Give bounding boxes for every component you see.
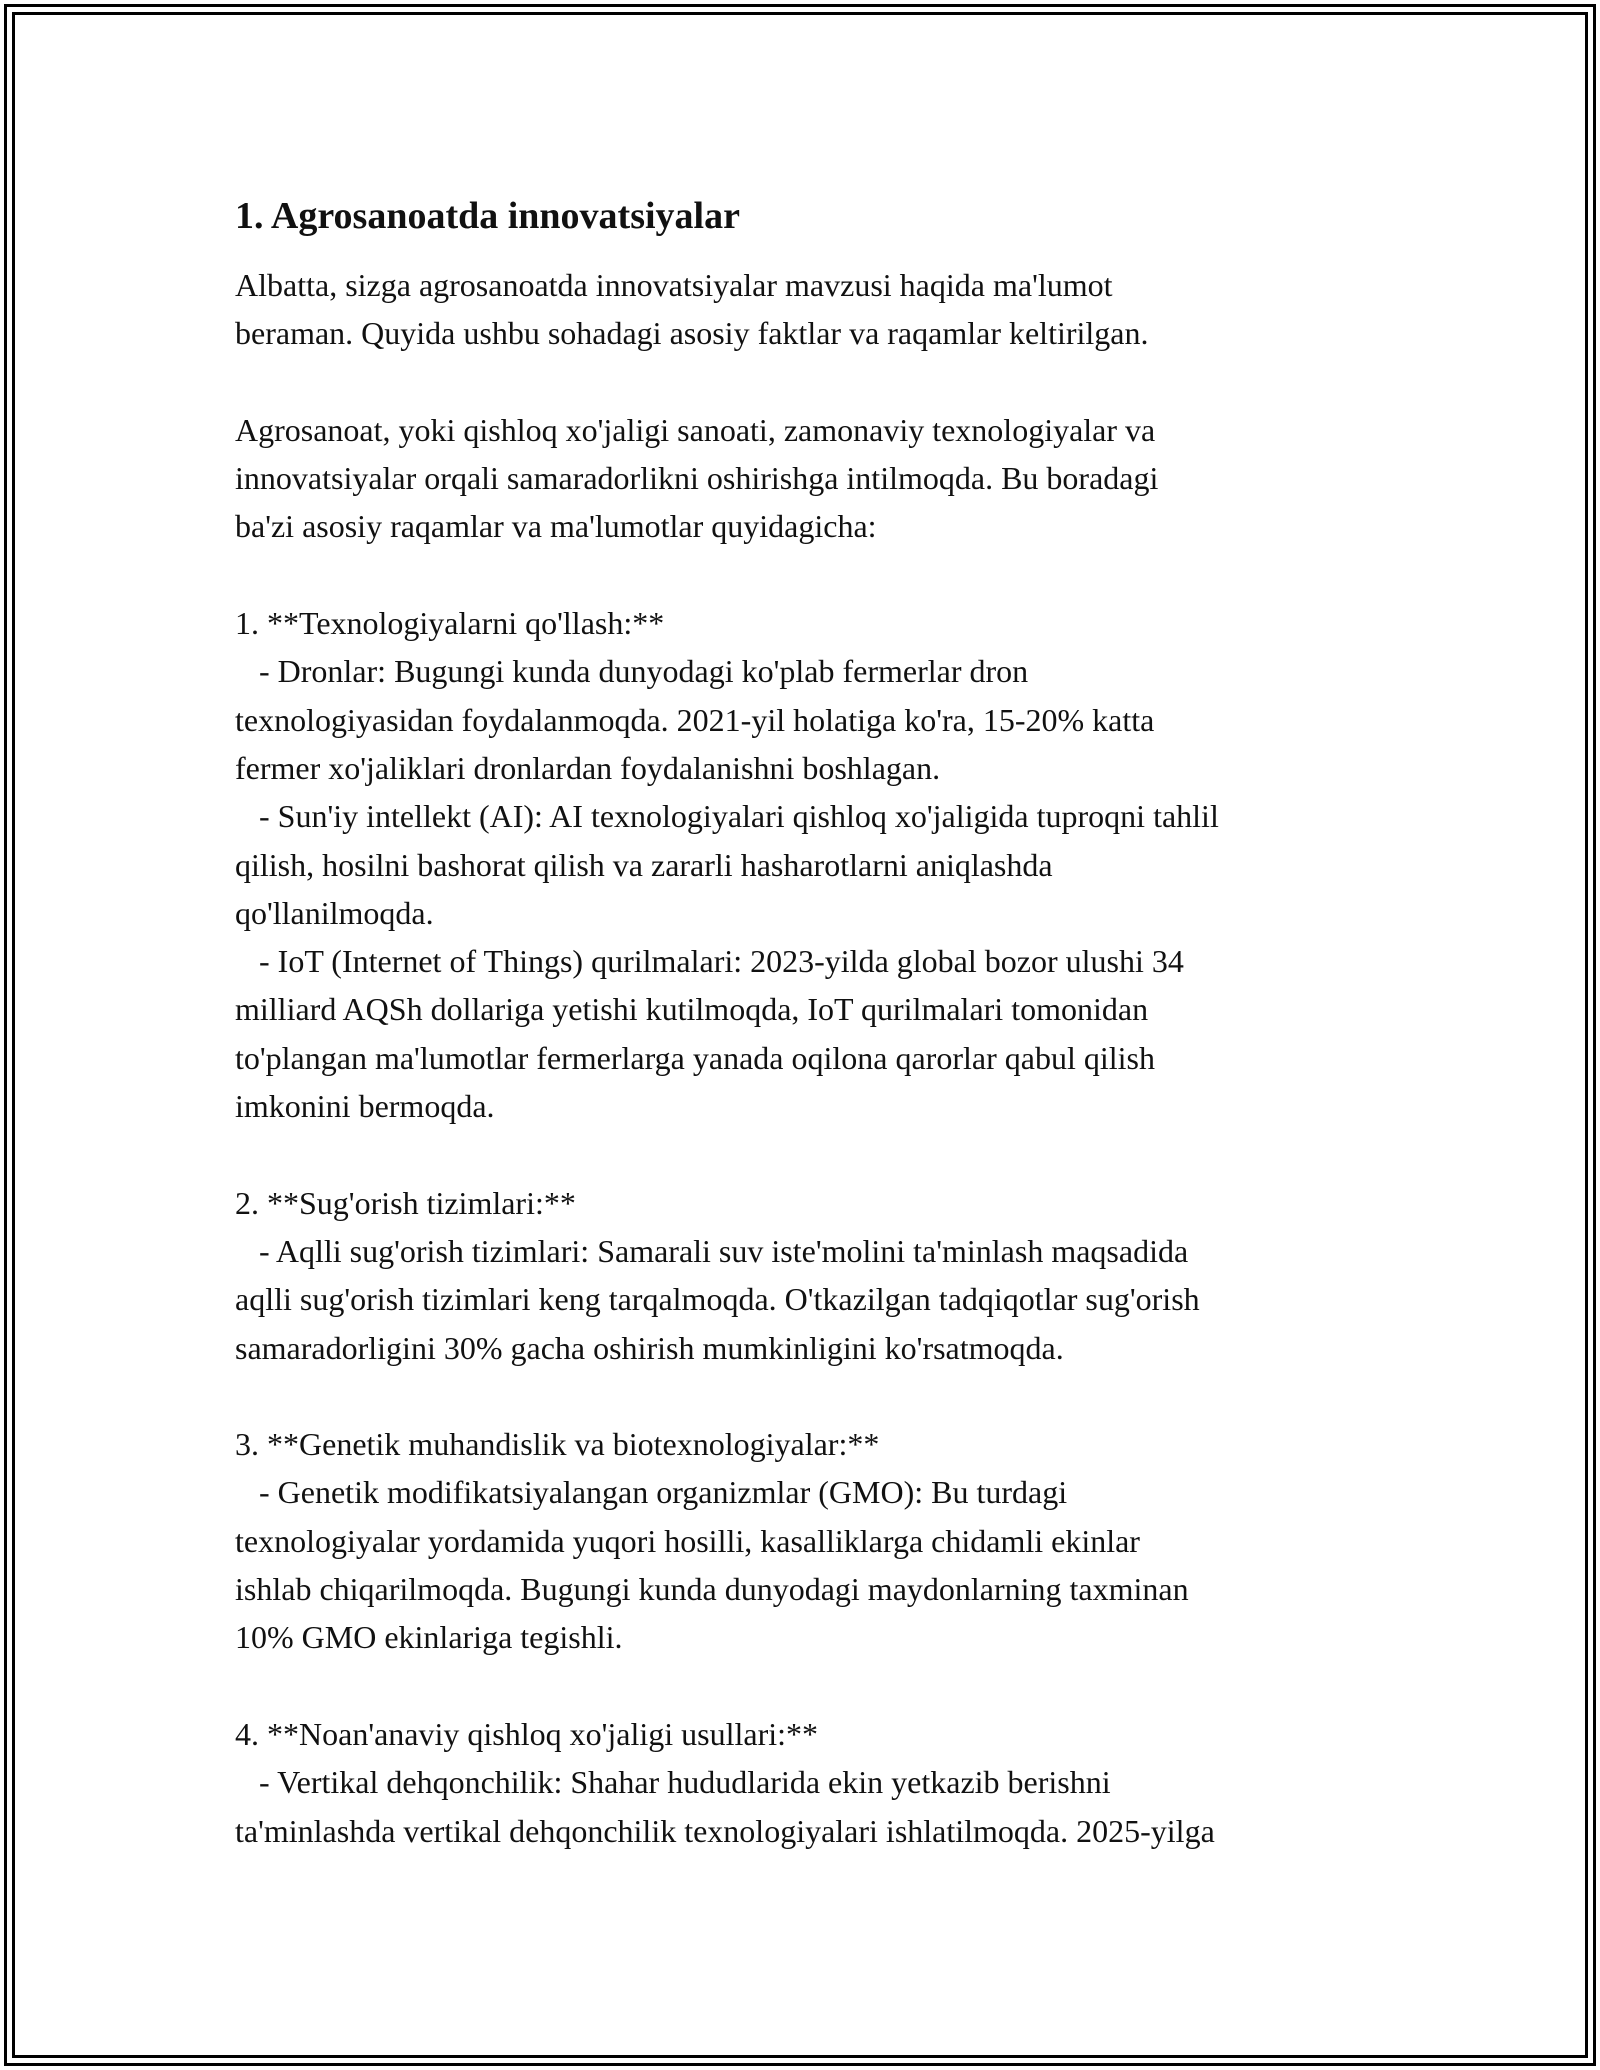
text-line: Albatta, sizga agrosanoatda innovatsiyalar mavzusi haqida ma'lumot <box>235 267 1113 303</box>
text-line: 10% GMO ekinlariga tegishli. <box>235 1619 623 1656</box>
text-line: ta'minlashda vertikal dehqonchilik texnologiyalari ishlatilmoqda. 2025-yilga <box>235 1812 1215 1849</box>
text-line: 1. **Texnologiyalarni qo'llash:** <box>235 605 665 642</box>
paragraph-gap <box>235 1662 1375 1710</box>
paragraph-gap <box>235 1130 1375 1178</box>
text-line: 2. **Sug'orish tizimlari:** <box>235 1184 576 1221</box>
text-line: qo'llanilmoqda. <box>235 894 434 931</box>
text-line: - Aqlli sug'orish tizimlari: Samarali suv iste'molini ta'minlash maqsadida <box>235 1232 1189 1269</box>
text-line: milliard AQSh dollariga yetishi kutilmoqda, IoT qurilmalari tomonidan <box>235 991 1149 1028</box>
text-line: Agrosanoat, yoki qishloq xo'jaligi sanoati, zamonaviy texnologiyalar va <box>235 411 1156 448</box>
text-line: qilish, hosilni bashorat qilish va zararli hasharotlarni aniqlashda <box>235 846 1053 883</box>
text-line: texnologiyalar yordamida yuqori hosilli, kasalliklarga chidamli ekinlar <box>235 1522 1140 1559</box>
paragraph <box>235 261 1375 358</box>
text-line: beraman. Quyida ushbu sohadagi asosiy faktlar va raqamlar keltirilgan. <box>235 315 1149 352</box>
paragraph <box>235 406 1375 551</box>
text-line: samaradorligini 30% gacha oshirish mumkinligini ko'rsatmoqda. <box>235 1329 1064 1366</box>
paragraph <box>235 599 1375 1130</box>
text-line: ishlab chiqarilmoqda. Bugungi kunda dunyodagi maydonlarning taxminan <box>235 1571 1189 1608</box>
paragraph <box>235 1420 1375 1661</box>
document-paragraphs <box>235 261 1375 1855</box>
text-line: - Dronlar: Bugungi kunda dunyodagi ko'plab fermerlar dron <box>235 653 1029 690</box>
text-line: - IoT (Internet of Things) qurilmalari: 2023-yilda global bozor ulushi 34 <box>235 943 1184 980</box>
text-line: imkonini bermoqda. <box>235 1088 495 1125</box>
document-body <box>235 185 1375 1855</box>
text-line: aqlli sug'orish tizimlari keng tarqalmoqda. O'tkazilgan tadqiqotlar sug'orish <box>235 1281 1200 1318</box>
paragraph-gap <box>235 551 1375 599</box>
text-line: - Genetik modifikatsiyalangan organizmlar (GMO): Bu turdagi <box>235 1474 1068 1511</box>
text-line: texnologiyasidan foydalanmoqda. 2021-yil holatiga ko'ra, 15-20% katta <box>235 701 1155 738</box>
text-line: - Vertikal dehqonchilik: Shahar hududlarida ekin yetkazib berishni <box>235 1764 1111 1801</box>
text-line: - Sun'iy intellekt (AI): AI texnologiyalari qishloq xo'jaligida tuproqni tahlil <box>235 798 1219 835</box>
text-line: ba'zi asosiy raqamlar va ma'lumotlar quyidagicha: <box>235 508 877 545</box>
text-line: to'plangan ma'lumotlar fermerlarga yanada oqilona qarorlar qabul qilish <box>235 1039 1155 1076</box>
text-line: innovatsiyalar orqali samaradorlikni oshirishga intilmoqda. Bu boradagi <box>235 460 1159 497</box>
paragraph <box>235 1179 1375 1372</box>
text-line: fermer xo'jaliklari dronlardan foydalanishni boshlagan. <box>235 749 941 786</box>
paragraph-gap <box>235 358 1375 406</box>
text-line: 4. **Noan'anaviy qishloq xo'jaligi usullari:** <box>235 1715 819 1752</box>
paragraph <box>235 1710 1375 1855</box>
paragraph-gap <box>235 1372 1375 1420</box>
document-title: 1. Agrosanoatda innovatsiyalar <box>235 195 740 237</box>
text-line: 3. **Genetik muhandislik va biotexnologiyalar:** <box>235 1426 880 1463</box>
